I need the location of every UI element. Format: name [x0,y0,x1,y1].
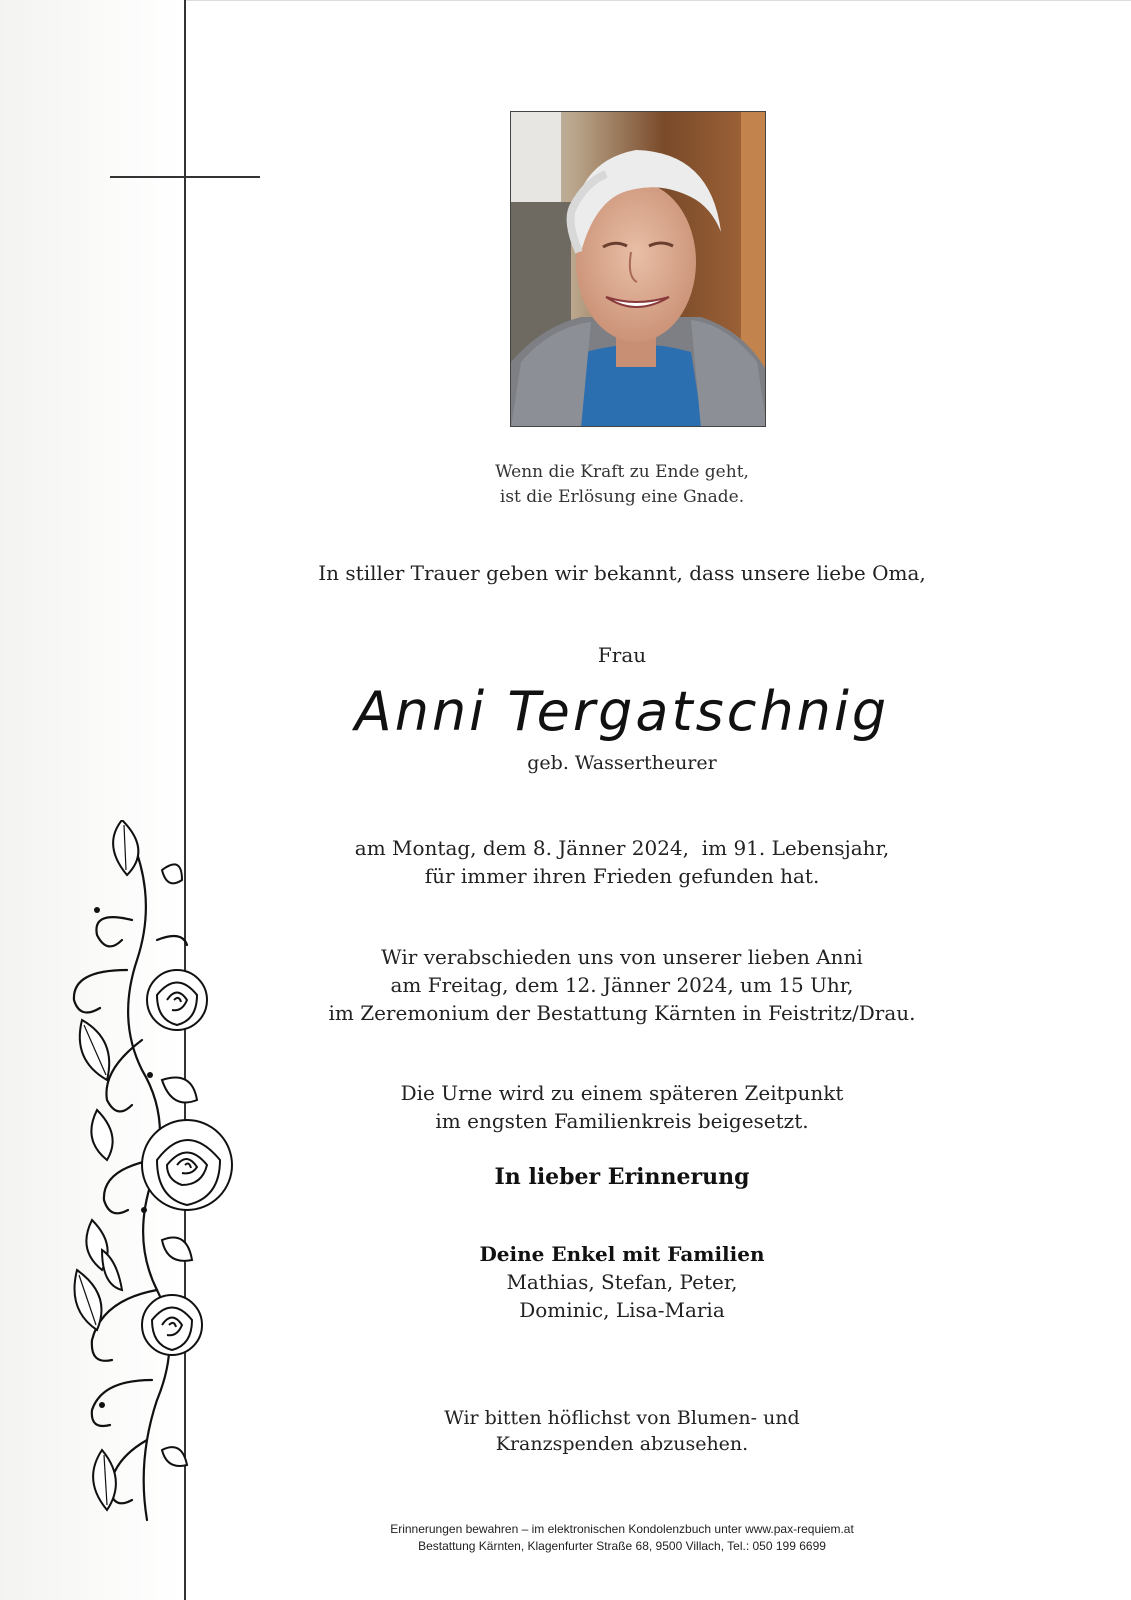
death-line-1: am Montag, dem 8. Jänner 2024, im 91. Lebensjahr, [354,836,890,860]
birth-name: geb. Wassertheurer [527,752,717,774]
rose-vine-ornament [62,820,252,1540]
farewell-line-2: am Freitag, dem 12. Jänner 2024, um 15 Uhr, [390,973,854,997]
farewell-notice [186,943,1058,1027]
urn-line-1: Die Urne wird zu einem späteren Zeitpunkt [400,1081,844,1105]
intro-text: In stiller Trauer geben wir bekannt, dass unsere liebe Oma, [318,561,926,585]
family-block [186,1240,1058,1324]
farewell-line-1: Wir verabschieden uns von unserer lieben Anni [381,945,863,969]
family-line-1: Mathias, Stefan, Peter, [506,1270,738,1294]
footer-line-2: Bestattung Kärnten, Klagenfurter Straße 68, 9500 Villach, Tel.: 050 199 6699 [418,1539,826,1553]
family-title: Deine Enkel mit Familien [479,1242,765,1266]
flowers-line-2: Kranzspenden abzusehen. [495,1433,749,1455]
salutation: Frau [597,643,647,667]
cross-horizontal-bar [110,176,260,178]
memory-heading: In lieber Erinnerung [494,1164,750,1190]
footer [186,1521,1058,1555]
top-edge-line [186,0,1131,1]
urn-notice [186,1079,1058,1135]
footer-line-1: Erinnerungen bewahren – im elektronischen Kondolenzbuch unter www.pax-requiem.at [390,1522,854,1536]
flowers-request [186,1405,1058,1457]
urn-line-2: im engsten Familienkreis beigesetzt. [435,1109,809,1133]
portrait-image [511,112,766,427]
motto-line-1: Wenn die Kraft zu Ende geht, [495,462,749,482]
motto [186,460,1058,510]
death-line-2: für immer ihren Frieden gefunden hat. [424,864,820,888]
flowers-line-1: Wir bitten höflichst von Blumen- und [444,1407,800,1429]
deceased-name: Anni Tergatschnig [354,680,890,743]
death-notice [186,834,1058,890]
farewell-line-3: im Zeremonium der Bestattung Kärnten in Feistritz/Drau. [328,1001,916,1025]
portrait-photo [510,111,766,427]
motto-line-2: ist die Erlösung eine Gnade. [499,487,745,507]
family-line-2: Dominic, Lisa-Maria [519,1298,725,1322]
